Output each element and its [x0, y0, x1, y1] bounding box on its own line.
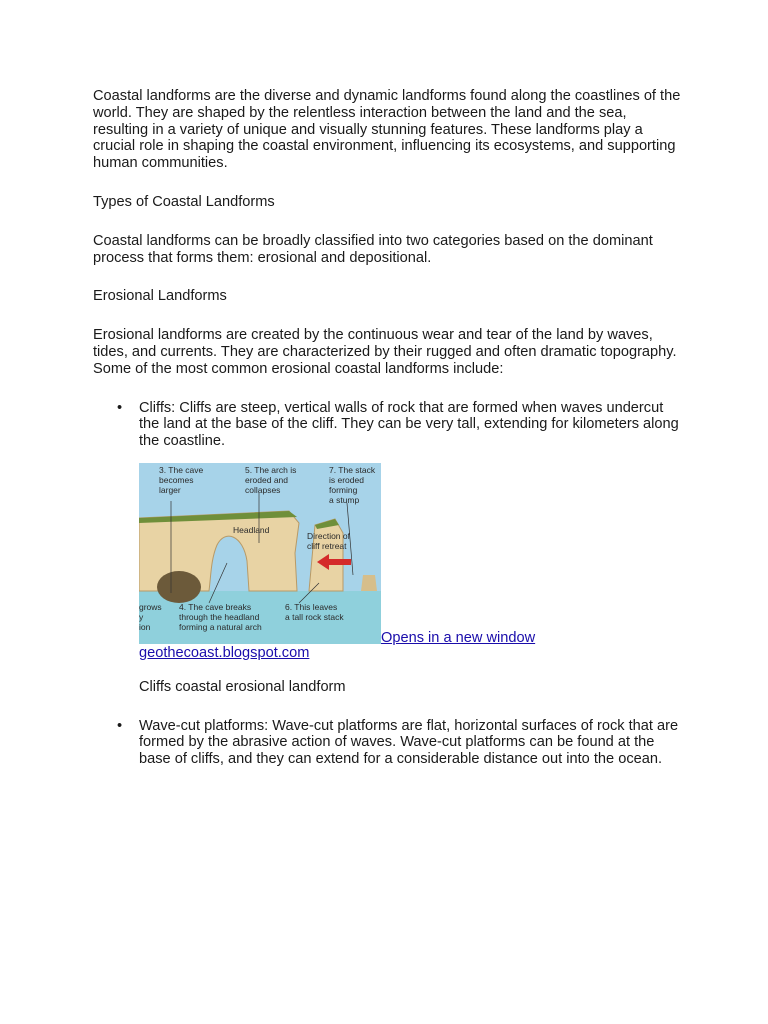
svg-text:through the headland: through the headland: [179, 611, 260, 622]
document-page: [93, 88, 683, 768]
svg-text:ion: ion: [139, 621, 151, 632]
svg-text:is eroded: is eroded: [329, 474, 364, 485]
types-paragraph: Coastal landforms can be broadly classified into two categories based on the dominant process that forms them: erosional and depositional.: [93, 232, 653, 266]
landform-list-continued: [93, 718, 683, 768]
svg-text:eroded and: eroded and: [245, 474, 289, 485]
source-link[interactable]: geothecoast.blogspot.com: [139, 644, 310, 661]
label-headland: Headland: [233, 524, 270, 535]
stump: [361, 575, 377, 591]
open-new-window-link[interactable]: Opens in a new window: [381, 629, 536, 646]
svg-text:a tall rock stack: a tall rock stack: [285, 611, 344, 622]
svg-text:larger: larger: [159, 484, 181, 495]
label-direction: Direction of: [307, 530, 350, 541]
landform-list: [93, 400, 683, 450]
cliff-erosion-diagram[interactable]: [139, 463, 381, 644]
cliffs-text: Cliffs: Cliffs are steep, vertical walls of rock that are formed when waves undercut the land at the base of the cliff. They can be very tall, extending for kilometers along the coastline.: [139, 399, 679, 450]
retreat-arrow-shaft: [327, 559, 351, 565]
figure-caption: Cliffs coastal erosional landform: [139, 678, 346, 695]
list-item: [93, 400, 683, 450]
wave-cut-text: Wave-cut platforms: Wave-cut platforms are flat, horizontal surfaces of rock that are formed by the abrasive action of waves. Wave-cut platforms can be found at the base of cliffs, and they can extend for a considerable distance out into the ocean.: [139, 717, 679, 768]
bullet-marker: •: [117, 717, 123, 734]
list-item: [93, 718, 683, 768]
label-cave-larger: 3. The cave: [159, 464, 204, 475]
intro-paragraph: Coastal landforms are the diverse and dynamic landforms found along the coastlines of the world. They are shaped by the relentless interaction between the land and the sea, resulting in a variety of unique and visually stunning features. These landforms play a crucial role in shaping the coastal environment, influencing its ecosystems, and supporting human communities.: [93, 88, 681, 172]
rock-stack: [309, 519, 343, 591]
label-grows: grows: [139, 601, 162, 612]
svg-text:cliff retreat: cliff retreat: [307, 540, 347, 551]
svg-text:a stump: a stump: [329, 494, 360, 505]
types-heading: Types of Coastal Landforms: [93, 193, 275, 210]
svg-text:becomes: becomes: [159, 474, 194, 485]
cave: [157, 571, 201, 603]
figure-row: [93, 463, 683, 645]
svg-text:y: y: [139, 611, 144, 622]
label-arch-eroded: 5. The arch is: [245, 464, 297, 475]
label-cave-breaks: 4. The cave breaks: [179, 601, 252, 612]
label-stack-eroded: 7. The stack: [329, 464, 376, 475]
svg-text:collapses: collapses: [245, 484, 281, 495]
erosional-paragraph: Erosional landforms are created by the continuous wear and tear of the land by waves, tides, and currents. They are characterized by their rugged and often dramatic topography. Some of the most common erosional coastal landforms include:: [93, 327, 677, 377]
bullet-marker: •: [117, 399, 123, 416]
label-tall-stack: 6. This leaves: [285, 601, 338, 612]
svg-text:forming: forming: [329, 484, 358, 495]
erosional-heading: Erosional Landforms: [93, 288, 227, 305]
svg-text:forming a natural arch: forming a natural arch: [179, 621, 262, 632]
